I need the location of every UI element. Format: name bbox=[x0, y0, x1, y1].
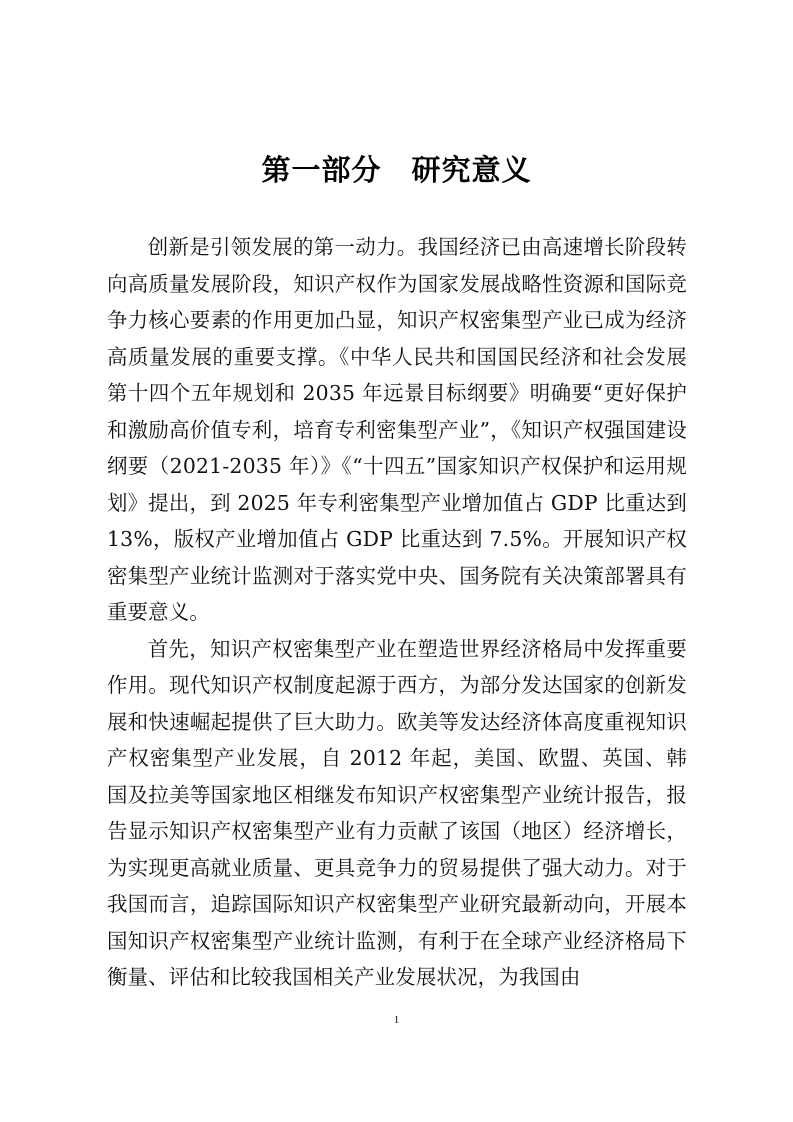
section-title: 第一部分 研究意义 bbox=[261, 153, 532, 187]
body-text bbox=[107, 229, 687, 996]
paragraph-first-point: 首先，知识产权密集型产业在塑造世界经济格局中发挥重要作用。现代知识产权制度起源于西方，为部分发达国家的创新发展和快速崛起提供了巨大助力。欧美等发达经济体高度重视知识产权密集型产业发展，自 2012 年起，美国、欧盟、英国、韩国及拉美等国家地区相继发布知识产权密集型产业统计报告，报告显示知识产权密集型产业有力贡献了该国（地区）经济增长，为实现更高就业质量、更具竞争力的贸易提供了强大动力。对于我国而言，追踪国际知识产权密集型产业研究最新动向，开展本国知识产权密集型产业统计监测，有利于在全球产业经济格局下衡量、评估和比较我国相关产业发展状况，为我国由 bbox=[107, 636, 687, 989]
paragraph-significance: 创新是引领发展的第一动力。我国经济已由高速增长阶段转向高质量发展阶段，知识产权作为国家发展战略性资源和国际竞争力核心要素的作用更加凸显，知识产权密集型产业已成为经济高质量发展的重要支撑。《中华人民共和国国民经济和社会发展第十四个五年规划和 2035 年远景目标纲要》明确要“更好保护和激励高价值专利，培育专利密集型产业”，《知识产权强国建设纲要（2021-2035 年）》《“十四五”国家知识产权保护和运用规划》提出，到 2025 年专利密集型产业增加值占 GDP 比重达到 13%，版权产业增加值占 GDP 比重达到 7.5%。开展知识产权密集型产业统计监测对于落实党中央、国务院有关决策部署具有重要意义。 bbox=[107, 235, 687, 624]
page-number: 1 bbox=[393, 1014, 400, 1026]
